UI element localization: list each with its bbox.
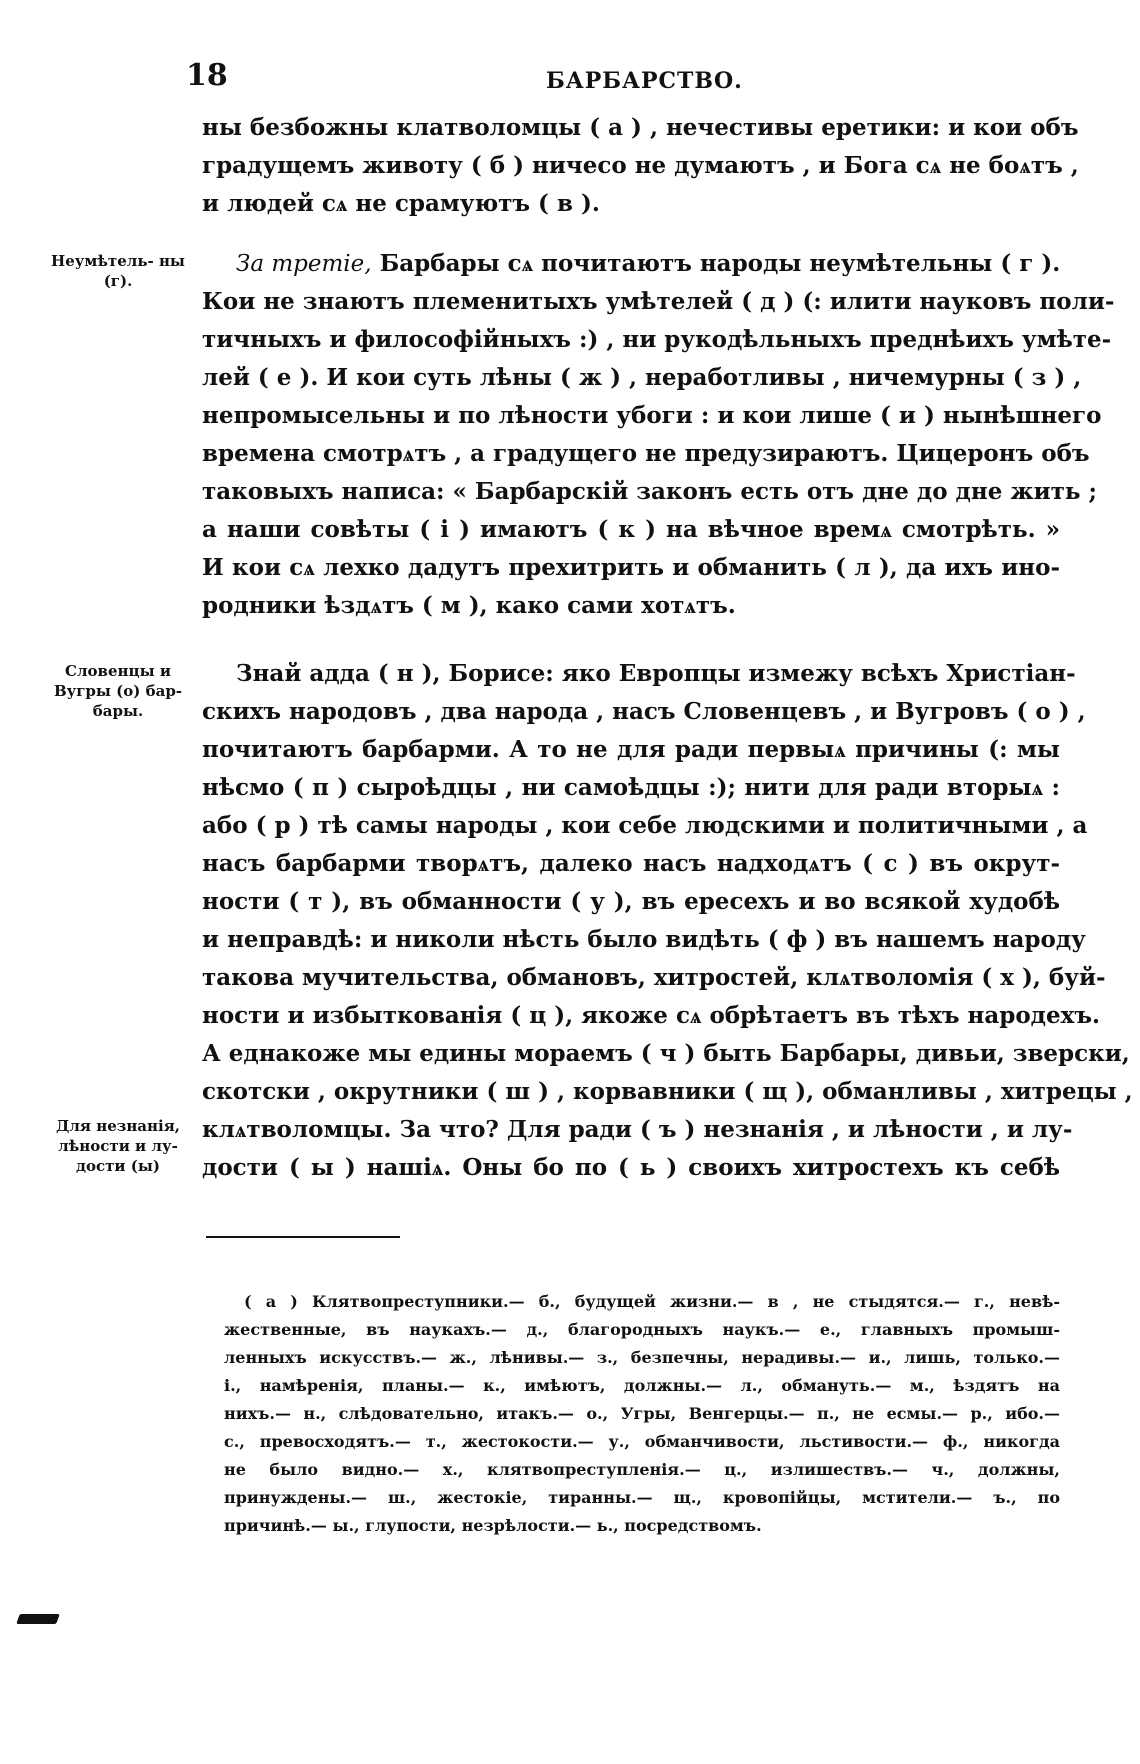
text-line: непромысельны и по лѣности убоги : и кои лише ( и ) нынѣшнего xyxy=(202,402,1102,429)
footnote-line: ( а ) Клятвопреступники.— б., будущей жизни.— в , не стыдятся.— г., невѣ- xyxy=(244,1292,1060,1311)
text-line: клѧтволомцы. За что? Для ради ( ъ ) незнанія , и лѣности , и лу- xyxy=(202,1116,1073,1143)
margin-note: Словенцы и Вугры (о) бар- бары. xyxy=(53,662,183,720)
margin-note: Для незнанія, лѣности и лу- дости (ы) xyxy=(56,1117,180,1175)
text-line: родники ѣздѧтъ ( м ), како сами хотѧтъ. xyxy=(202,592,736,619)
text-line: або ( р ) тѣ самы народы , кои себе людскими и политичными , а xyxy=(202,812,1088,839)
footnote-line: принуждены.— ш., жестокіе, тиранны.— щ., кровопійцы, мстители.— ъ., по xyxy=(224,1488,1060,1507)
italic-lead: За третіе, xyxy=(236,251,372,277)
page-number: 18 xyxy=(186,58,228,93)
text-line: и людей сѧ не срамуютъ ( в ). xyxy=(202,190,600,217)
text-line: скихъ народовъ , два народа , насъ Словенцевъ , и Вугровъ ( о ) , xyxy=(202,698,1086,725)
running-head: БАРБАРСТВО. xyxy=(546,68,743,94)
footnote-line: с., превосходятъ.— т., жестокости.— у., обманчивости, льстивости.— ф., никогда xyxy=(224,1432,1060,1451)
text-line: нѣсмо ( п ) сыроѣдцы , ни самоѣдцы :); нити для ради вторыѧ : xyxy=(202,774,1060,801)
text-line: градущемъ животу ( б ) ничесо не думаютъ , и Бога сѧ не боѧтъ , xyxy=(202,152,1079,179)
text-line: лей ( е ). И кои суть лѣны ( ж ) , неработливы , ничемурны ( з ) , xyxy=(202,364,1082,391)
text-line: насъ барбарми творѧтъ, далеко насъ надходѧтъ ( с ) въ окрут- xyxy=(202,850,1060,877)
text-line: И кои сѧ лехко дадутъ прехитрить и обманить ( л ), да ихъ ино- xyxy=(202,554,1060,581)
text-line: скотски , окрутники ( ш ) , корвавники ( щ ), обманливы , хитрецы , xyxy=(202,1078,1133,1105)
text-line: Знай адда ( н ), Борисе: яко Европцы измежу всѣхъ Христіан- xyxy=(236,660,1076,687)
text-line: Кои не знаютъ племенитыхъ умѣтелей ( д ) (: илити науковъ поли- xyxy=(202,288,1115,315)
text-line: а наши совѣты ( і ) имаютъ ( к ) на вѣчное времѧ смотрѣть. » xyxy=(202,516,1060,543)
text-line: ны безбожны клатволомцы ( а ) , нечестивы еретики: и кои объ xyxy=(202,114,1079,141)
margin-note: Неумѣтель- ны (г). xyxy=(51,252,185,290)
footnote-line: ленныхъ искусствъ.— ж., лѣнивы.— з., безпечны, нерадивы.— и., лишь, только.— xyxy=(224,1348,1060,1367)
text-line: ности ( т ), въ обманности ( у ), въ ересехъ и во всякой худобѣ xyxy=(202,888,1060,915)
text-line xyxy=(236,246,1060,282)
text-line: А еднакоже мы едины мораемъ ( ч ) быть Барбары, дивьи, зверски, xyxy=(202,1040,1130,1067)
text-line: почитаютъ барбарми. А то не для ради первыѧ причины (: мы xyxy=(202,736,1060,763)
text-line: тичныхъ и философійныхъ :) , ни рукодѣльныхъ преднѣихъ умѣте- xyxy=(202,326,1112,353)
first-line: За третіе, Барбары сѧ почитаютъ народы неумѣтельны ( г ). xyxy=(236,250,1061,277)
text-line: ности и избыткованія ( ц ), якоже сѧ обрѣтаетъ въ тѣхъ народехъ. xyxy=(202,1002,1100,1029)
footnote-line: причинѣ.— ы., глупости, незрѣлости.— ь., посредствомъ. xyxy=(224,1516,762,1535)
footnote-line: жественные, въ наукахъ.— д., благородныхъ наукъ.— е., главныхъ промыш- xyxy=(224,1320,1060,1339)
footnote-separator xyxy=(206,1236,400,1238)
text-line: такова мучительства, обмановъ, хитростей, клѧтволомія ( х ), буй- xyxy=(202,964,1106,991)
page-header xyxy=(186,58,1060,98)
text-line: и неправдѣ: и николи нѣсть было видѣть ( ф ) въ нашемъ народу xyxy=(202,926,1086,953)
footnote-line: не было видно.— х., клятвопреступленія.— ц., излишествъ.— ч., должны, xyxy=(224,1460,1060,1479)
text-line: времена смотрѧтъ , а градущего не предузираютъ. Цицеронъ объ xyxy=(202,440,1090,467)
text-line: дости ( ы ) нашіѧ. Оны бо по ( ь ) своихъ хитростехъ къ себѣ xyxy=(202,1154,1060,1181)
footnote-line: і., намѣренія, планы.— к., имѣютъ, должны.— л., обмануть.— м., ѣздятъ на xyxy=(224,1376,1060,1395)
footnote-line: нихъ.— н., слѣдовательно, итакъ.— о., Угры, Венгерцы.— п., не есмы.— р., ибо.— xyxy=(224,1404,1060,1423)
ink-smudge xyxy=(16,1614,60,1624)
text-line: таковыхъ написа: « Барбарскій законъ есть отъ дне до дне жить ; xyxy=(202,478,1098,505)
